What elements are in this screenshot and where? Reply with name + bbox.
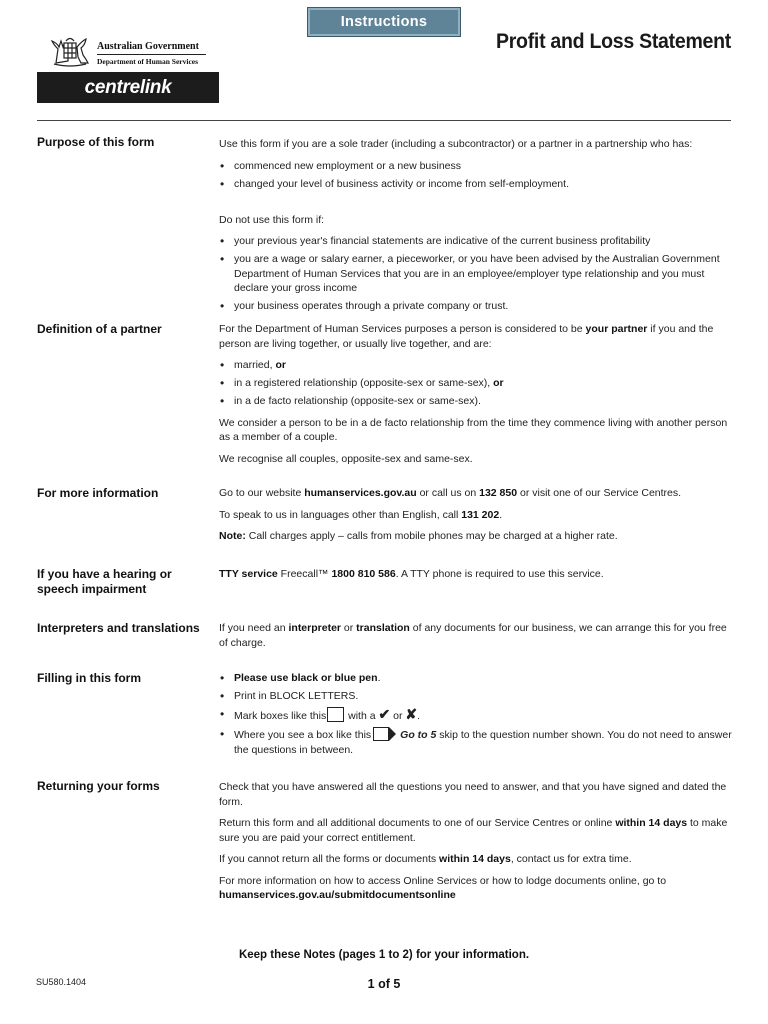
- list-item: • Print in BLOCK LETTERS.: [219, 689, 734, 704]
- cross-mark-icon: ✘: [405, 706, 418, 722]
- list-item: • Please use black or blue pen.: [219, 671, 734, 686]
- check-answers-text: Check that you have answered all the questions you need to answer, and that you have signed and dated the form.: [219, 781, 727, 808]
- section-label-interpreters: Interpreters and translations: [37, 621, 200, 635]
- list-item: • Where you see a box like this Go to 5 skip to the question number shown. You do not need to answer the questions in between.: [219, 727, 734, 757]
- example-checkbox: [327, 707, 344, 722]
- call-charges-note: Note: Call charges apply – calls from mobile phones may be charged at a higher rate.: [219, 530, 618, 542]
- filling-list: [219, 671, 734, 757]
- list-item: • in a registered relationship (opposite-sex or same-sex), or: [219, 376, 734, 391]
- do-not-intro: Do not use this form if:: [219, 213, 325, 226]
- centrelink-logo: centrelink: [37, 72, 219, 103]
- list-item: • your business operates through a private company or trust.: [219, 299, 734, 314]
- instructions-tab[interactable]: Instructions: [307, 7, 461, 37]
- list-item: • you are a wage or salary earner, a pieceworker, or you have been advised by the Australian Government Department of Human Services that you are in an employee/employer type relationship and you must declare your gross income: [219, 252, 734, 296]
- tick-mark-icon: ✔: [378, 706, 391, 722]
- submit-documents-link[interactable]: humanservices.gov.au/submitdocumentsonline: [219, 889, 456, 901]
- section-label-hearing: If you have a hearing or speech impairment: [37, 567, 172, 596]
- government-name: Australian Government: [97, 41, 199, 52]
- contact-text: Go to our website humanservices.gov.au or call us on 132 850 or visit one of our Service Centres.: [219, 487, 682, 499]
- partner-definition: For the Department of Human Services purposes a person is considered to be your partner if you and the person are living together, or usually live together, and are:: [219, 323, 714, 350]
- header-divider: [37, 120, 731, 121]
- logo-divider: [97, 54, 206, 55]
- list-item: • Mark boxes like this with a ✔ or ✘.: [219, 707, 734, 724]
- website-link[interactable]: humanservices.gov.au: [304, 487, 417, 499]
- section-body-info: [219, 486, 734, 551]
- section-label-filling: Filling in this form: [37, 671, 141, 685]
- list-item: • married, or: [219, 358, 734, 373]
- department-name: Department of Human Services: [97, 57, 199, 66]
- section-body-filling: [219, 671, 734, 764]
- section-body-returning: [219, 780, 734, 910]
- de-facto-text: We consider a person to be in a de facto relationship from the time they commence living with another person as a member of a couple.: [219, 416, 728, 443]
- list-item: • in a de facto relationship (opposite-sex or same-sex).: [219, 394, 734, 409]
- section-label-purpose: Purpose of this form: [37, 135, 155, 149]
- notes-reminder: Keep these Notes (pages 1 to 2) for your information.: [238, 949, 530, 961]
- tty-text: TTY service Freecall™ 1800 810 586. A TTY phone is required to use this service.: [219, 568, 604, 580]
- extra-time-text: If you cannot return all the forms or documents within 14 days, contact us for extra time.: [219, 853, 632, 865]
- section-body-purpose: [219, 137, 734, 321]
- list-item: • your previous year's financial statements are indicative of the current business profitability: [219, 234, 734, 249]
- languages-text: To speak to us in languages other than English, call 131 202.: [219, 508, 503, 521]
- page-title: Profit and Loss Statement: [495, 30, 731, 53]
- goto-arrow-icon: [389, 727, 396, 741]
- section-label-info: For more information: [37, 486, 159, 500]
- goto-box-icon: [373, 727, 389, 741]
- section-body-hearing: [219, 567, 734, 589]
- section-label-partner: Definition of a partner: [37, 322, 162, 336]
- interpreter-text: If you need an interpreter or translation of any documents for our business, we can arrange this for you free of charge.: [219, 622, 727, 649]
- section-body-partner: [219, 322, 734, 473]
- do-not-list: [219, 234, 734, 314]
- coat-of-arms-icon: [48, 35, 92, 67]
- page-number: 1 of 5: [367, 977, 401, 991]
- return-text: Return this form and all additional documents to one of our Service Centres or online within 14 days to make sure you are paid your correct entitlement.: [219, 817, 728, 844]
- list-item: • changed your level of business activity or income from self-employment.: [219, 177, 734, 192]
- couples-text: We recognise all couples, opposite-sex and same-sex.: [219, 452, 473, 465]
- online-services-text: For more information on how to access Online Services or how to lodge documents online, go to humanservices.gov.au/submitdocumentsonline: [219, 874, 667, 901]
- section-label-returning: Returning your forms: [37, 779, 160, 793]
- goto-label: Go to 5: [400, 729, 437, 741]
- form-code: SU580.1404: [36, 977, 87, 987]
- purpose-intro: Use this form if you are a sole trader (including a subcontractor) or a partner in a partnership who has:: [219, 138, 693, 150]
- partner-list: [219, 358, 734, 409]
- section-body-interpreters: [219, 621, 734, 657]
- purpose-list: [219, 159, 734, 192]
- list-item: • commenced new employment or a new business: [219, 159, 734, 174]
